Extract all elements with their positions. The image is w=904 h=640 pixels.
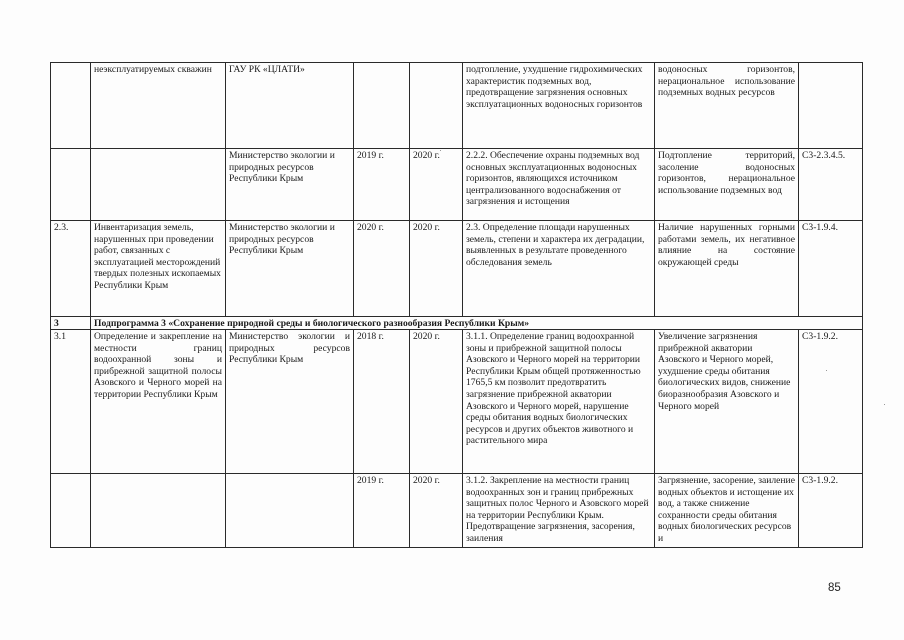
row-number-cell xyxy=(51,149,91,221)
link-cell xyxy=(799,63,863,149)
start-year-cell xyxy=(354,63,410,149)
row-number-cell: 2.3. xyxy=(51,221,91,317)
consequence-cell: Наличие нарушенных горными работами земель, их негативное влияние на состояние окружающей среды xyxy=(655,221,799,317)
consequence-cell: водоносных горизонтов, нерациональное использование подземных водных ресурсов xyxy=(655,63,799,149)
expected-result-cell: подтопление, ухудшение гидрохимических характеристик подземных вод, предотвращение загрязнения основных эксплуатационных водоносных горизонтов xyxy=(463,63,655,149)
consequence-cell: Загрязнение, засорение, заиление водных объектов и истощение их вод, а также снижение сохранности среды обитания водных биологических ресурсов и xyxy=(655,474,799,548)
consequence-cell: Увеличение загрязнения прибрежной акватории Азовского и Черного морей, ухудшение среды обитания биологических видов, снижение биоразнообразия Азовского и Черного морей xyxy=(655,330,799,474)
expected-result-cell: 2.2.2. Обеспечение охраны подземных вод основных эксплуатационных водоносных горизонтов, являющихся источником централизованного водоснабжения от загрязнения и истощения xyxy=(463,149,655,221)
executor-cell xyxy=(226,474,354,548)
link-cell: С3-1.9.4. xyxy=(799,221,863,317)
executor-cell: Министерство экологии и природных ресурсов Республики Крым xyxy=(226,221,354,317)
start-year-cell: 2018 г. xyxy=(354,330,410,474)
scan-speck xyxy=(440,150,441,151)
measure-name-cell xyxy=(91,149,226,221)
end-year-cell: 2020 г. xyxy=(410,221,463,317)
subprogram-row xyxy=(51,317,863,330)
expected-result-cell: 3.1.2. Закрепление на местности границ водоохранных зон и границ прибрежных защитных полос Черного и Азовского морей на территории Республики Крым. Предотвращение загрязнения, засорения, заиления xyxy=(463,474,655,548)
executor-cell: ГАУ РК «ЦЛАТИ» xyxy=(226,63,354,149)
table-row xyxy=(51,330,863,474)
program-table xyxy=(50,62,863,548)
start-year-cell: 2019 г. xyxy=(354,149,410,221)
start-year-cell: 2019 г. xyxy=(354,474,410,548)
table-row xyxy=(51,474,863,548)
link-cell: С3-2.3.4.5. xyxy=(799,149,863,221)
end-year-cell: 2020 г. xyxy=(410,330,463,474)
consequence-cell: Подтопление территорий, засоление водоносных горизонтов, нерациональное использование подземных вод xyxy=(655,149,799,221)
executor-cell: Министерство экологии и природных ресурсов Республики Крым xyxy=(226,149,354,221)
measure-name-cell: Инвентаризация земель, нарушенных при проведении работ, связанных с эксплуатацией месторождений твердых полезных ископаемых Республики Крым xyxy=(91,221,226,317)
row-number-cell xyxy=(51,474,91,548)
page-number: 85 xyxy=(828,582,841,594)
end-year-cell xyxy=(410,63,463,149)
row-number-cell: 3.1 xyxy=(51,330,91,474)
link-cell: С3-1.9.2. xyxy=(799,330,863,474)
end-year-cell: 2020 г. xyxy=(410,149,463,221)
measure-name-cell: Определение и закрепление на местности границ водоохранной зоны и прибрежной защитной полосы Азовского и Черного морей на территории Республики Крым xyxy=(91,330,226,474)
row-number-cell xyxy=(51,63,91,149)
scan-speck xyxy=(884,404,885,405)
subprogram-title-cell: Подпрограмма 3 «Сохранение природной среды и биологического разнообразия Республики Крым» xyxy=(91,317,863,330)
row-number-cell: 3 xyxy=(51,317,91,330)
table-row xyxy=(51,221,863,317)
executor-cell: Министерство экологии и природных ресурсов Республики Крым xyxy=(226,330,354,474)
measure-name-cell xyxy=(91,474,226,548)
link-cell: С3-1.9.2. xyxy=(799,474,863,548)
measure-name-cell: неэксплуатируемых скважин xyxy=(91,63,226,149)
expected-result-cell: 3.1.1. Определение границ водоохранной зоны и прибрежной защитной полосы Азовского и Черного морей на территории Республики Крым общей протяженностью 1765,5 км позволит предотвратить загрязнение прибрежной акватории Азовского и Черного морей, нарушение среды обитания водных биологических ресурсов и других объектов животного и растительного мира xyxy=(463,330,655,474)
end-year-cell: 2020 г. xyxy=(410,474,463,548)
scan-speck xyxy=(826,370,827,371)
expected-result-cell: 2.3. Определение площади нарушенных земель, степени и характера их деградации, выявленных в результате проведенного обследования земель xyxy=(463,221,655,317)
start-year-cell: 2020 г. xyxy=(354,221,410,317)
table-row xyxy=(51,63,863,149)
table-row xyxy=(51,149,863,221)
